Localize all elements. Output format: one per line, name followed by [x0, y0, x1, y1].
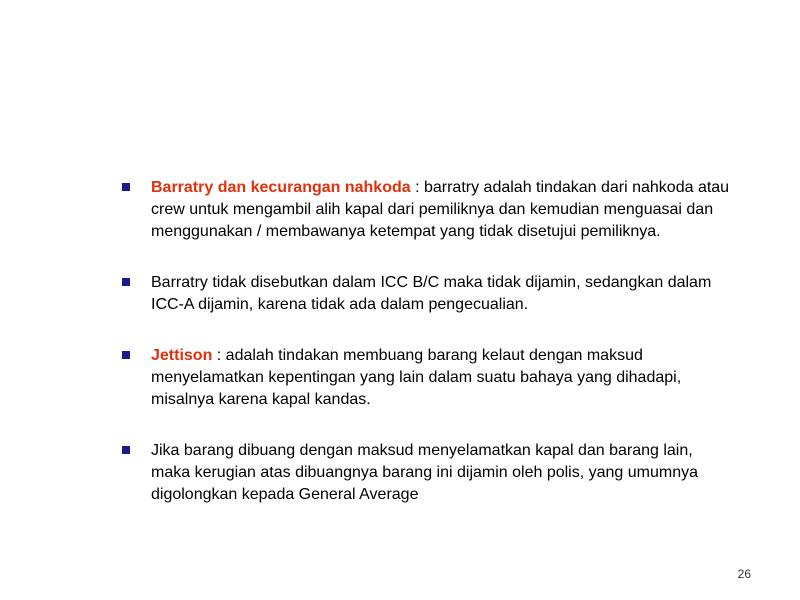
page-number: 26 — [737, 567, 751, 581]
bullet-item-general-average — [122, 440, 732, 506]
bullet-text — [151, 345, 732, 411]
bullet-list — [122, 177, 732, 506]
bullet-text — [151, 272, 732, 316]
bullet-item-barratry — [122, 177, 732, 243]
bullet-item-jettison — [122, 345, 732, 411]
square-bullet-icon — [122, 278, 130, 286]
square-bullet-icon — [122, 351, 130, 359]
bullet-item-barratry-icc — [122, 272, 732, 316]
bullet-body: : adalah tindakan membuang barang kelaut dengan maksud menyelamatkan kepentingan yang lain dalam suatu bahaya yang dihadapi, misalnya karena kapal kandas. — [151, 347, 682, 408]
bullet-term: Barratry dan kecurangan nahkoda — [151, 179, 411, 196]
bullet-term: Jettison — [151, 347, 213, 364]
bullet-body: Jika barang dibuang dengan maksud menyelamatkan kapal dan barang lain, maka kerugian atas dibuangnya barang ini dijamin oleh polis, yang umumnya digolongkan kepada General Average — [151, 442, 698, 503]
square-bullet-icon — [122, 183, 130, 191]
bullet-text — [151, 177, 732, 243]
bullet-text — [151, 440, 732, 506]
bullet-body: Barratry tidak disebutkan dalam ICC B/C maka tidak dijamin, sedangkan dalam ICC-A dijamin, karena tidak ada dalam pengecualian. — [151, 274, 712, 313]
square-bullet-icon — [122, 446, 130, 454]
bullet-body: : barratry adalah tindakan dari nahkoda atau crew untuk mengambil alih kapal dari pemiliknya dan kemudian menguasai dan menggunakan / membawanya ketempat yang tidak disetujui pemiliknya. — [151, 179, 730, 240]
